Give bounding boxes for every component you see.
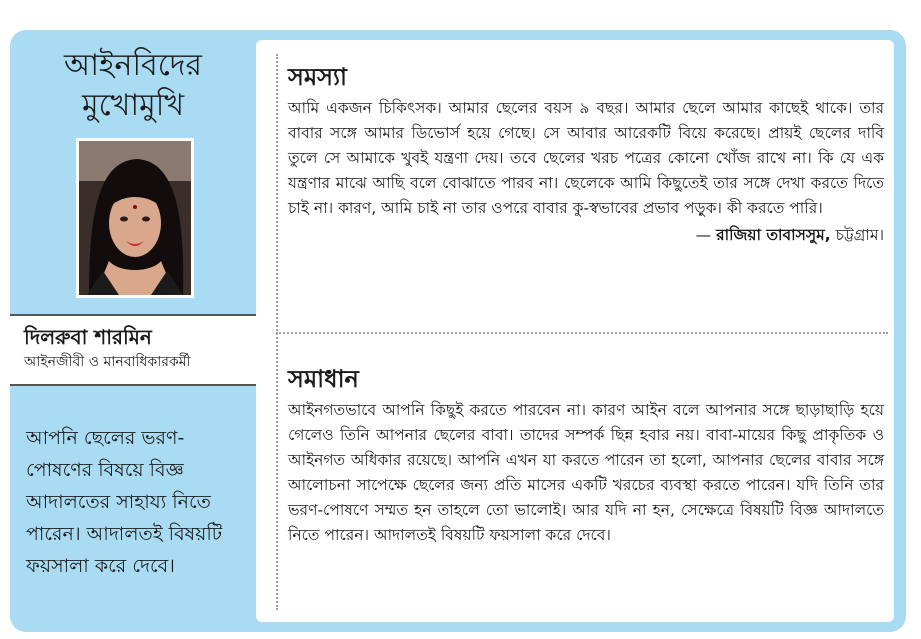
dotted-divider-horizontal <box>276 332 888 334</box>
author-photo <box>76 138 194 298</box>
problem-section <box>288 62 884 248</box>
solution-text: আইনগতভাবে আপনি কিছুই করতে পারবেন না। কারণ আইন বলে আপনার সঙ্গে ছাড়াছাড়ি হয়ে গেলেও তিনি আপনার ছেলের বাবা। তাদের সম্পর্ক ছিন্ন হবার নয়। বাবা-মায়ের কিছু প্রাকৃতিক ও আইনগত অধিকার রয়েছে। আপনি এখন যা করতে পারেন তা হলো, আপনার ছেলের বাবার সঙ্গে আলোচনা সাপেক্ষে ছেলের জন্য প্রতি মাসের একটি খরচের ব্যবস্থা করতে পারেন। যদি তিনি তার ভরণ-পোষণে সম্মত হন তাহলে তো ভালোই। আর যদি না হন, সেক্ষেত্রে বিষয়টি বিজ্ঞ আদালতে নিতে পারেন। আদালতই বিষয়টি ফয়সালা করে দেবে। <box>288 401 884 544</box>
advice-summary: আপনি ছেলের ভরণ-পোষণের বিষয়ে বিজ্ঞ আদালতের সাহায্য নিতে পারেন। আদালতই বিষয়টি ফয়সালা করে দেবে। <box>26 427 223 577</box>
author-role: আইনজীবী ও মানবাধিকারকর্মী <box>24 354 191 370</box>
column-title <box>10 46 256 126</box>
problem-text: আমি একজন চিকিৎসক। আমার ছেলের বয়স ৯ বছর। আমার ছেলে আমার কাছেই থাকে। তার বাবার সঙ্গে আমার ডিভোর্স হয়ে গেছে। সে আবার আরেকটি বিয়ে করেছে। প্রায়ই ছেলের দাবি তুলে সে আমাকে খুবই যন্ত্রণা দেয়। তবে ছেলের খরচ পত্রের কোনো খোঁজ রাখে না। কি যে এক যন্ত্রণার মাঝে আছি বলে বোঝাতে পারব না। ছেলেকে আমি কিছুতেই তার সঙ্গে দেখা করতে দিতে চাই না। কারণ, আমি চাই না তার ওপরে বাবার কু-স্বভাবের প্রভাব পড়ুক। কী করতে পারি। <box>288 99 884 217</box>
column-title-line-1: আইনবিদের <box>63 48 203 83</box>
column-title-line-2: মুখোমুখি <box>81 88 185 123</box>
signature <box>288 223 884 248</box>
problem-heading: সমস্যা <box>288 63 347 91</box>
content-panel <box>256 40 894 622</box>
solution-section <box>288 364 884 548</box>
author-band <box>10 314 256 386</box>
signature-dash: — <box>695 226 712 244</box>
sidebar <box>10 30 256 632</box>
solution-heading: সমাধান <box>288 365 359 393</box>
portrait-image <box>79 141 191 295</box>
author-name: দিলরুবা শারমিন <box>24 325 152 349</box>
signature-name: রাজিয়া তাবাসসুম, <box>716 226 831 244</box>
signature-place: চট্টগ্রাম। <box>835 226 884 244</box>
